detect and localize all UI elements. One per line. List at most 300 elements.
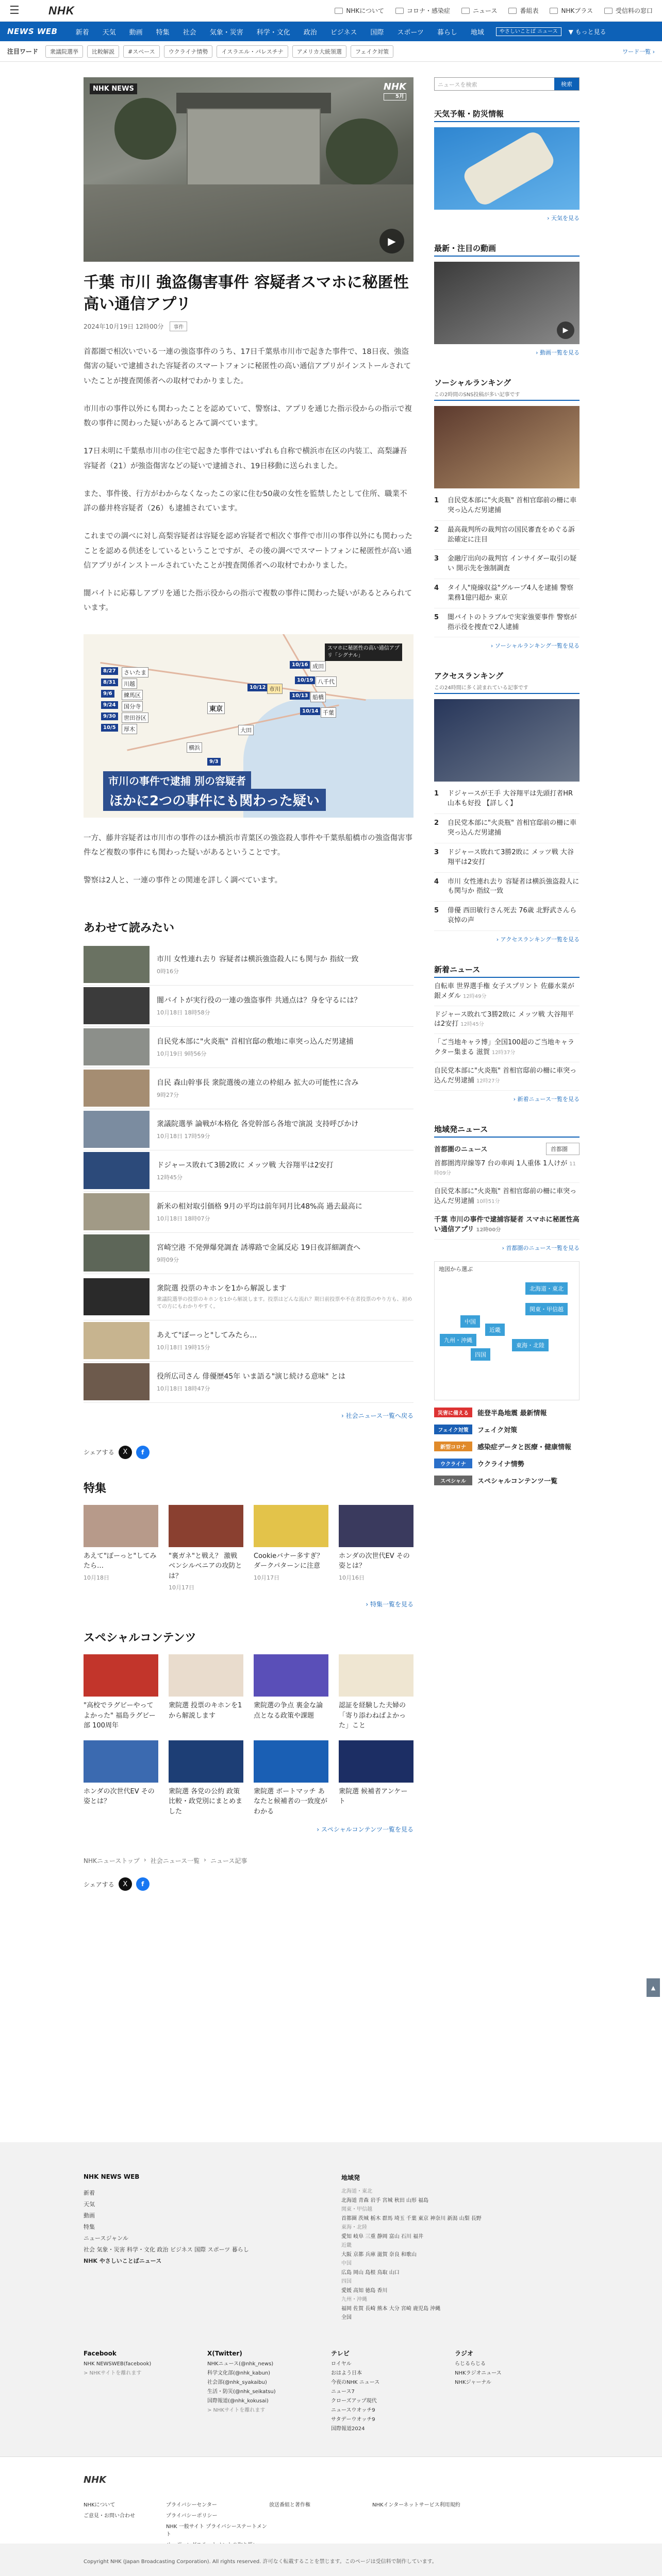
nav-item[interactable]: 特集 xyxy=(156,28,170,37)
banner-badge: スペシャル xyxy=(434,1476,472,1485)
region-button[interactable]: 四国 xyxy=(471,1348,490,1361)
article-paragraph: 闇バイトに応募しアプリを通じた指示役からの指示で複数の事件に関わった疑いがあるとみられています。 xyxy=(84,589,412,613)
related-item[interactable] xyxy=(84,1150,413,1192)
feature-card[interactable] xyxy=(339,1505,413,1592)
related-thumb xyxy=(84,1070,150,1107)
related-date: 12時45分 xyxy=(157,1174,183,1181)
schedule-icon xyxy=(508,8,517,14)
local-time: 10時51分 xyxy=(476,1199,500,1205)
related-thumb xyxy=(84,1152,150,1189)
region-group: 東海・北陸 xyxy=(341,2225,367,2230)
new-item[interactable] xyxy=(434,978,580,1006)
map-place: 船橋 xyxy=(310,692,326,702)
bottom-link[interactable]: NHKインターネットサービス利用規約 xyxy=(372,2502,460,2508)
hot-word-chip[interactable]: 比較解説 xyxy=(87,45,119,58)
special-title: 衆院選 候補者アンケート xyxy=(339,1787,408,1806)
footer-nav xyxy=(84,2188,300,2267)
specials-cards-row1 xyxy=(84,1654,413,1731)
related-title: 衆議院選挙 論戦が本格化 各党幹部ら各地で演説 支持呼びかけ xyxy=(157,1120,359,1128)
hot-word-chip[interactable]: イスラエル・パレスチナ xyxy=(217,45,288,58)
related-sub: 衆議院選挙の投票のキホンを1から解説します。投票はどんな流れ？期日前投票や不在者投票のやり方も、初めての方にもわかりやすく。 xyxy=(157,1296,412,1310)
new-list xyxy=(434,978,580,1091)
rank-number: 1 xyxy=(434,497,439,504)
related-thumb xyxy=(84,1234,150,1272)
feature-title: Cookieバナー多すぎ？ ダークパターンに注意 xyxy=(254,1552,324,1570)
special-card[interactable] xyxy=(169,1740,243,1817)
region-button[interactable]: 関東・甲信越 xyxy=(525,1303,568,1315)
nav-item[interactable]: 新着 xyxy=(75,28,89,37)
related-thumb xyxy=(84,1322,150,1359)
breadcrumb-item[interactable]: NHKニューストップ xyxy=(84,1857,140,1865)
bottom-link[interactable]: ご意見・お問い合わせ xyxy=(84,2513,135,2519)
map-date-label: 9/24 xyxy=(101,701,118,709)
related-item[interactable] xyxy=(84,1320,413,1362)
special-card[interactable] xyxy=(84,1740,158,1817)
rank-number: 3 xyxy=(434,848,439,856)
map-date-label: 10/5 xyxy=(101,724,118,732)
related-thumb xyxy=(84,946,150,983)
special-image xyxy=(339,1654,413,1697)
region-button[interactable]: 中国 xyxy=(460,1315,480,1328)
breadcrumb-sep: › xyxy=(143,1856,146,1864)
footer-genres[interactable]: 社会 気象・災害 科学・文化 政治 ビジネス 国際 スポーツ 暮らし xyxy=(84,2246,249,2253)
related-item[interactable] xyxy=(84,1192,413,1233)
hero-tree xyxy=(326,118,398,185)
region-links[interactable]: 全国 xyxy=(341,2315,352,2320)
weather-map[interactable] xyxy=(434,127,580,210)
footer-sns-col xyxy=(331,2348,434,2434)
related-item[interactable] xyxy=(84,1068,413,1109)
related-date: 10月18日 18時07分 xyxy=(157,1215,210,1222)
menu-icon[interactable]: ☰ xyxy=(9,4,20,17)
social-heading xyxy=(434,377,580,401)
social-thumb[interactable] xyxy=(434,406,580,488)
footer-region-list xyxy=(341,2187,578,2323)
side-banner[interactable] xyxy=(434,1408,580,1417)
rank-number: 4 xyxy=(434,584,439,592)
tv-link[interactable]: ニュースウオッチ9 xyxy=(331,2407,375,2413)
social-sub: この2時間のSNS投稿が多い記事です xyxy=(434,392,520,398)
nhk-logo[interactable]: NHK xyxy=(48,4,75,17)
hot-word-chip[interactable]: フェイク対策 xyxy=(351,45,393,58)
banner-text: スペシャルコンテンツ一覧 xyxy=(477,1477,558,1485)
breadcrumb-item[interactable]: 社会ニュース一覧 xyxy=(150,1857,200,1865)
nav-item[interactable]: 社会 xyxy=(183,28,196,37)
region-map xyxy=(434,1261,580,1400)
special-image xyxy=(84,1654,158,1697)
region-group: 関東・甲信越 xyxy=(341,2207,372,2212)
side-banner[interactable] xyxy=(434,1459,580,1468)
facebook-share-icon[interactable]: f xyxy=(136,1446,150,1459)
map-date-label: 10/13 xyxy=(290,692,310,700)
map-place: 市川 xyxy=(267,684,283,694)
ranking-item[interactable] xyxy=(434,814,580,843)
hot-words-label: 注目ワード xyxy=(7,48,39,55)
hero-channel-badge xyxy=(384,82,406,100)
region-links[interactable]: 首都圏 茨城 栃木 群馬 埼玉 千葉 東京 神奈川 新潟 山梨 長野 xyxy=(341,2215,482,2222)
special-card[interactable] xyxy=(254,1740,328,1817)
access-more[interactable]: › アクセスランキング一覧を見る xyxy=(496,936,580,943)
region-button[interactable]: 九州・沖縄 xyxy=(440,1334,476,1346)
news-web-brand[interactable]: NEWS WEB xyxy=(7,27,58,36)
main-column xyxy=(84,77,413,1891)
map-date-label: 8/27 xyxy=(101,667,118,675)
region-links[interactable]: 福岡 佐賀 長崎 熊本 大分 宮崎 鹿児島 沖縄 xyxy=(341,2306,441,2312)
hero-road xyxy=(84,184,413,262)
nav-item[interactable]: ビジネス xyxy=(330,28,357,37)
related-date: 9時09分 xyxy=(157,1256,179,1263)
feature-card[interactable] xyxy=(169,1505,243,1592)
play-icon[interactable]: ▶ xyxy=(557,321,574,339)
new-time: 12時49分 xyxy=(463,993,487,999)
related-thumb xyxy=(84,1193,150,1230)
x-share-icon[interactable]: X xyxy=(119,1446,132,1459)
social-ranking xyxy=(434,492,580,637)
banner-badge: フェイク対策 xyxy=(434,1425,472,1434)
sns-title: X(Twitter) xyxy=(207,2350,242,2357)
region-select[interactable]: 首都圏 xyxy=(546,1143,580,1155)
ranking-title: 俳優 西田敏行さん死去 76歳 北野武さんら哀悼の声 xyxy=(448,907,576,925)
nav-more[interactable]: ▼ もっと見る xyxy=(568,28,606,36)
top-link-plus[interactable]: NHKプラス xyxy=(550,6,593,15)
footer-sns-col xyxy=(207,2348,310,2434)
social-title: ソーシャルランキング xyxy=(434,378,511,387)
nav-item[interactable]: 科学・文化 xyxy=(256,28,290,37)
nav-item[interactable]: 気象・災害 xyxy=(209,28,243,37)
related-thumb xyxy=(84,1028,150,1065)
footer-link[interactable]: 新着 xyxy=(84,2190,95,2196)
region-button[interactable]: 北海道・東北 xyxy=(525,1282,568,1295)
region-links[interactable]: 広島 岡山 島根 鳥取 山口 xyxy=(341,2269,400,2276)
feature-image xyxy=(339,1505,413,1547)
side-banner[interactable] xyxy=(434,1476,580,1485)
tv-link[interactable]: サタデーウオッチ9 xyxy=(331,2416,375,2422)
ranking-item[interactable] xyxy=(434,843,580,873)
local-title: 千葉 市川の事件で逮捕容疑者 スマホに秘匿性高い通信アプリ xyxy=(434,1216,580,1233)
local-more[interactable]: › 首都圏のニュース一覧を見る xyxy=(502,1244,580,1251)
related-item[interactable] xyxy=(84,986,413,1027)
weather-heading: 天気予報・防災情報 xyxy=(434,108,580,122)
hero-nhk-news-logo: NHK NEWS xyxy=(90,83,137,94)
related-item[interactable] xyxy=(84,1027,413,1068)
special-card[interactable] xyxy=(339,1740,413,1817)
sns-title: テレビ xyxy=(331,2350,350,2357)
hot-word-chip[interactable]: ウクライナ情勢 xyxy=(164,45,213,58)
article-tag[interactable]: 事件 xyxy=(170,321,187,331)
new-time: 12時45分 xyxy=(460,1022,484,1028)
share-bar xyxy=(84,1446,413,1459)
nav-item[interactable]: 暮らし xyxy=(437,28,457,37)
side-banner[interactable] xyxy=(434,1425,580,1434)
map-place: 練馬区 xyxy=(122,690,143,700)
banner-badge: 災害に備える xyxy=(434,1408,472,1417)
top-links xyxy=(335,6,653,15)
region-links[interactable]: 北海道 青森 岩手 宮城 秋田 山形 福島 xyxy=(341,2197,429,2204)
side-banner[interactable] xyxy=(434,1442,580,1451)
feature-card[interactable] xyxy=(84,1505,158,1592)
related-title: 衆院選 投票のキホンを1から解説します xyxy=(157,1284,287,1293)
related-title: 自民 森山幹事長 衆院選後の連立の枠組み 拡大の可能性に含み xyxy=(157,1078,359,1087)
top-link-fee[interactable]: 受信料の窓口 xyxy=(604,6,653,15)
related-title: ドジャース敗れて3勝2敗に メッツ戦 大谷翔平は2安打 xyxy=(157,1161,334,1170)
footer-genre-title: ニュースジャンル xyxy=(84,2235,128,2242)
special-image xyxy=(169,1740,243,1783)
ranking-item[interactable] xyxy=(434,785,580,814)
article-paragraph: 首都圏で相次いでいる一連の強盗事件のうち、17日千葉県市川市で起きた事件で、18日夜、強盗傷害の疑いで逮捕された容疑者のスマートフォンに秘匿性の高い通信アプリがインストールされていたことが捜査関係者への取材でわかりました。 xyxy=(84,348,411,385)
map-place: 成田 xyxy=(310,661,326,671)
related-thumb xyxy=(84,1111,150,1148)
specials-cards-row2 xyxy=(84,1740,413,1817)
related-title: 新米の相対取引価格 9月の平均は前年同月比48%高 過去最高に xyxy=(157,1202,362,1211)
tv-link[interactable]: 今夜のNHK ニュース xyxy=(331,2379,380,2385)
related-item[interactable] xyxy=(84,1362,413,1403)
special-image xyxy=(339,1740,413,1783)
sns-link[interactable]: NHK NEWSWEB(facebook) xyxy=(84,2361,152,2367)
related-date: 10月18日 18時47分 xyxy=(157,1385,210,1392)
feature-card[interactable] xyxy=(254,1505,328,1592)
footer-link[interactable]: 動画 xyxy=(84,2212,95,2219)
feature-title: "裏ガネ"と戦え？ 激戦ベンシルベニアの攻防とは？ xyxy=(169,1552,242,1580)
region-button[interactable]: 近畿 xyxy=(485,1324,505,1336)
footer-link[interactable]: 天気 xyxy=(84,2201,95,2208)
article-paragraph: 一方、藤井容疑者は市川市の事件のほか横浜市青葉区の強盗殺人事件や千葉県船橋市の強盗傷害事件など複数の事件にも関わった疑いがあるということです。 xyxy=(84,834,412,857)
x-share-icon[interactable]: X xyxy=(119,1877,132,1891)
map-date-label: 9/6 xyxy=(101,690,114,698)
nav-item[interactable]: 地域 xyxy=(470,28,484,37)
sns-title: ラジオ xyxy=(455,2350,474,2357)
ranking-item[interactable] xyxy=(434,608,580,638)
sidebar xyxy=(434,77,580,1485)
sns-link[interactable]: 社会部(@nhk_syakaibu) xyxy=(207,2379,267,2385)
tv-link[interactable]: おはよう日本 xyxy=(331,2370,362,2376)
related-item[interactable] xyxy=(84,944,413,986)
article-paragraph: 17日未明に千葉県市川市の住宅で起きた事件ではいずれも自称で横浜市在区の内装工、高梨謙吾容疑者（21）が強盗傷害などの疑いで逮捕され、19日移動に送られました。 xyxy=(84,447,407,470)
map-place: さいたま xyxy=(122,667,148,677)
sns-link[interactable]: NHKニュース(@nhk_news) xyxy=(207,2361,274,2367)
related-title: あえて"ぽーっと"してみたら… xyxy=(157,1331,257,1340)
related-date: 10月19日 9時56分 xyxy=(157,1050,207,1057)
region-links[interactable]: 愛媛 高知 徳島 香川 xyxy=(341,2287,388,2294)
sns-link[interactable]: 生活・防災(@nhk_seikatsu) xyxy=(207,2388,276,2395)
play-icon[interactable]: ▶ xyxy=(379,229,404,253)
related-item[interactable] xyxy=(84,1109,413,1150)
access-sub: この24時間に多く読まれている記事です xyxy=(434,685,528,691)
weather-more[interactable]: › 天気を見る xyxy=(547,215,580,222)
ranking-item[interactable] xyxy=(434,902,580,931)
footer-link[interactable]: NHK やさしいことばニュース xyxy=(84,2258,162,2264)
region-map-title: 地図から選ぶ xyxy=(439,1265,473,1273)
footer-link[interactable]: 特集 xyxy=(84,2224,95,2230)
video-heading: 最新・注目の動画 xyxy=(434,243,580,257)
local-heading: 地域発ニュース xyxy=(434,1124,580,1138)
region-group: 北海道・東北 xyxy=(341,2189,372,2194)
access-heading xyxy=(434,670,580,694)
access-title: アクセスランキング xyxy=(434,671,504,681)
share-bar-bottom xyxy=(84,1877,413,1891)
hot-words-bar xyxy=(0,41,662,62)
badge-text: NHK xyxy=(383,81,406,92)
special-image xyxy=(84,1740,158,1783)
ranking-item[interactable] xyxy=(434,521,580,550)
local-item[interactable] xyxy=(434,1211,580,1240)
ranking-item[interactable] xyxy=(434,873,580,902)
related-heading: あわせて読みたい xyxy=(84,921,175,935)
bottom-link[interactable]: NHK 一般サイト プライバシーステートメント xyxy=(166,2524,267,2537)
tv-link[interactable]: 国際報道2024 xyxy=(331,2426,365,2432)
sns-link[interactable]: 国際報道(@nhk_kokusai) xyxy=(207,2398,269,2404)
ranking-title: 金融庁出向の裁判官 インサイダー取引の疑い 開示先を強制調査 xyxy=(448,555,577,573)
search-input[interactable]: ニュースを検索 xyxy=(438,81,477,88)
special-title: 衆院選 各党の公約 政策比較・政党別にまとめました xyxy=(169,1787,243,1816)
related-list xyxy=(84,944,413,1403)
related-item[interactable] xyxy=(84,1274,413,1320)
ranking-item[interactable] xyxy=(434,579,580,608)
nav-item[interactable]: 政治 xyxy=(303,28,317,37)
footer-nhk-logo[interactable]: NHK xyxy=(84,2475,107,2485)
footer-sns xyxy=(84,2348,578,2434)
new-item[interactable] xyxy=(434,1034,580,1062)
hot-word-chip[interactable]: アメリカ大統領選 xyxy=(292,45,346,58)
specials-more-link[interactable]: › スペシャルコンテンツ一覧を見る xyxy=(317,1826,413,1834)
features-cards xyxy=(84,1505,413,1592)
top-link-schedule[interactable]: 番組表 xyxy=(508,6,538,15)
map-date-label: 10/16 xyxy=(290,661,310,669)
hot-words-more[interactable]: ワード一覧 › xyxy=(622,48,655,55)
ranking-title: ドジャースが王手 大谷翔平は先頭打者HR 山本も好投 【詳しく】 xyxy=(448,790,573,808)
tv-link[interactable]: クローズアップ現代 xyxy=(331,2398,377,2404)
hot-word-chip[interactable]: #スペース xyxy=(123,45,160,58)
top-link-about[interactable]: NHKについて xyxy=(335,6,384,15)
nav-item[interactable]: 動画 xyxy=(129,28,143,37)
related-date: 10月18日 18時58分 xyxy=(157,1009,210,1016)
feature-title: あえて"ぽーっと"してみたら… xyxy=(84,1552,157,1570)
special-card[interactable] xyxy=(339,1654,413,1731)
radio-link[interactable]: らじるらじる xyxy=(455,2361,486,2367)
features-more-link[interactable]: › 特集一覧を見る xyxy=(366,1601,413,1608)
related-title: 市川 女性連れ去り 容疑者は横浜強盗殺人にも関与か 指紋一致 xyxy=(157,955,359,963)
map-date-label: 10/12 xyxy=(247,684,268,691)
copyright-band xyxy=(0,2544,662,2576)
ranking-item[interactable] xyxy=(434,492,580,521)
special-title: 認証を経験した夫婦の「寄り添わねばよかった」こと xyxy=(339,1702,406,1730)
virus-icon xyxy=(395,8,404,14)
easy-news-link[interactable]: やさしいことば ニュース xyxy=(496,27,561,36)
local-item[interactable] xyxy=(434,1183,580,1211)
special-card[interactable] xyxy=(169,1654,243,1731)
sns-link[interactable]: 科学文化部(@nhk_kabun) xyxy=(207,2370,271,2376)
local-title: 自民党本部に"火炎瓶" 首相官邸前の柵に車突っ込んだ男逮捕 xyxy=(434,1188,577,1206)
hero-video[interactable] xyxy=(84,77,413,262)
ranking-item[interactable] xyxy=(434,550,580,579)
special-title: ホンダの次世代EV その姿とは？ xyxy=(84,1787,155,1806)
nav-item[interactable]: 天気 xyxy=(102,28,116,37)
share-label: シェアする xyxy=(84,1880,114,1888)
video-more[interactable]: › 動画一覧を見る xyxy=(536,349,580,356)
search-box xyxy=(434,77,580,91)
related-title: 宮崎空港 不発弾爆発調査 誘導路で金属反応 19日夜詳細調査へ xyxy=(157,1243,361,1252)
article-meta xyxy=(84,321,413,331)
nav-item[interactable]: スポーツ xyxy=(397,28,424,37)
side-banners xyxy=(434,1408,580,1485)
special-card[interactable] xyxy=(84,1654,158,1731)
tv-link[interactable]: ニュース7 xyxy=(331,2388,355,2395)
top-header xyxy=(0,0,662,22)
footer-logo[interactable]: NHK NEWS WEB xyxy=(84,2173,140,2180)
map-date-label: 8/31 xyxy=(101,679,118,686)
article-paragraph: 市川市の事件以外にも関わったことを認めていて、警察は、アプリを通じた指示役からの指示で複数の事件に関わった疑いがあるとみて調べています。 xyxy=(84,404,412,428)
related-date: 9時27分 xyxy=(157,1091,179,1098)
tv-link[interactable]: ロイヤル xyxy=(331,2361,352,2367)
rank-number: 1 xyxy=(434,790,439,798)
new-title: 自転車 世界選手権 女子スプリント 佐藤水菜が銀メダル xyxy=(434,982,574,1000)
local-time: 11時09分 xyxy=(434,1161,576,1177)
bottom-link[interactable]: プライバシーセンター xyxy=(166,2502,217,2508)
special-card[interactable] xyxy=(254,1654,328,1731)
feature-image xyxy=(84,1505,158,1547)
region-links[interactable]: 愛知 岐阜 三重 静岡 富山 石川 福井 xyxy=(341,2233,424,2240)
region-button[interactable]: 東海・北陸 xyxy=(512,1339,549,1351)
new-item[interactable] xyxy=(434,1006,580,1035)
japan-shape xyxy=(460,129,557,208)
bottom-link[interactable]: プライバシーポリシー xyxy=(166,2513,218,2519)
local-title: 首都圏湾岸線等7 台の車両 1人重体 1人けが xyxy=(434,1159,568,1167)
nav-item[interactable]: 国際 xyxy=(370,28,384,37)
bottom-link[interactable]: NHKについて xyxy=(84,2502,115,2508)
rank-number: 5 xyxy=(434,907,439,915)
article-title: 千葉 市川 強盗傷害事件 容疑者スマホに秘匿性高い通信アプリ xyxy=(84,274,409,313)
region-links[interactable]: 大阪 京都 兵庫 滋賀 奈良 和歌山 xyxy=(341,2251,417,2258)
map-place: 国分寺 xyxy=(122,701,143,711)
radio-link[interactable]: NHKラジオニュース xyxy=(455,2370,502,2376)
video-thumb[interactable] xyxy=(434,262,580,344)
share-label: シェアする xyxy=(84,1449,114,1456)
back-to-list-link[interactable]: › 社会ニュース一覧へ戻る xyxy=(341,1412,413,1419)
local-item[interactable] xyxy=(434,1155,580,1183)
footer-regions xyxy=(341,2173,578,2323)
feature-date: 10月17日 xyxy=(254,1574,279,1581)
facebook-share-icon[interactable]: f xyxy=(136,1877,150,1891)
local-area-title: 首都圏のニュース xyxy=(434,1146,488,1154)
banner-text: ウクライナ情勢 xyxy=(477,1460,524,1468)
sns-title: Facebook xyxy=(84,2350,117,2357)
social-more[interactable]: › ソーシャルランキング一覧を見る xyxy=(490,642,580,650)
map-date-label: 10/19 xyxy=(295,676,315,684)
search-button[interactable]: 検索 xyxy=(554,78,579,90)
map-caption: ほかに2つの事件にも関わった疑い xyxy=(103,789,326,811)
feature-image xyxy=(254,1505,328,1547)
top-link-news[interactable]: ニュース xyxy=(461,6,497,15)
related-date: 0時16分 xyxy=(157,968,179,975)
ranking-title: 自民党本部に"火炎瓶" 首相官邸前の柵に車突っ込んだ男逮捕 xyxy=(448,497,577,514)
footer-region-title: 地域発 xyxy=(341,2174,360,2181)
special-title: 衆院選の争点 裏金な論点となる政策や課題 xyxy=(254,1702,323,1720)
special-image xyxy=(169,1654,243,1697)
banner-badge: 新型コロナ xyxy=(434,1442,472,1451)
new-more[interactable]: › 新着ニュース一覧を見る xyxy=(513,1095,580,1103)
bottom-link[interactable]: 放送番組と著作権 xyxy=(269,2502,310,2508)
access-thumb[interactable] xyxy=(434,699,580,782)
hero-tree xyxy=(114,98,176,160)
new-item[interactable] xyxy=(434,1062,580,1091)
new-time: 12時27分 xyxy=(476,1078,500,1084)
top-link-corona[interactable]: コロナ・感染症 xyxy=(395,6,450,15)
hot-word-chip[interactable]: 衆議院選挙 xyxy=(45,45,83,58)
related-item[interactable] xyxy=(84,1233,413,1274)
related-title: 役所広司さん 俳優歴45年 いま語る"演じ続ける意味" とは xyxy=(157,1372,346,1381)
radio-link[interactable]: NHKジャーナル xyxy=(455,2379,491,2385)
map-place: 厚木 xyxy=(122,724,137,734)
page-top-button[interactable]: ▲ xyxy=(647,1978,660,1997)
